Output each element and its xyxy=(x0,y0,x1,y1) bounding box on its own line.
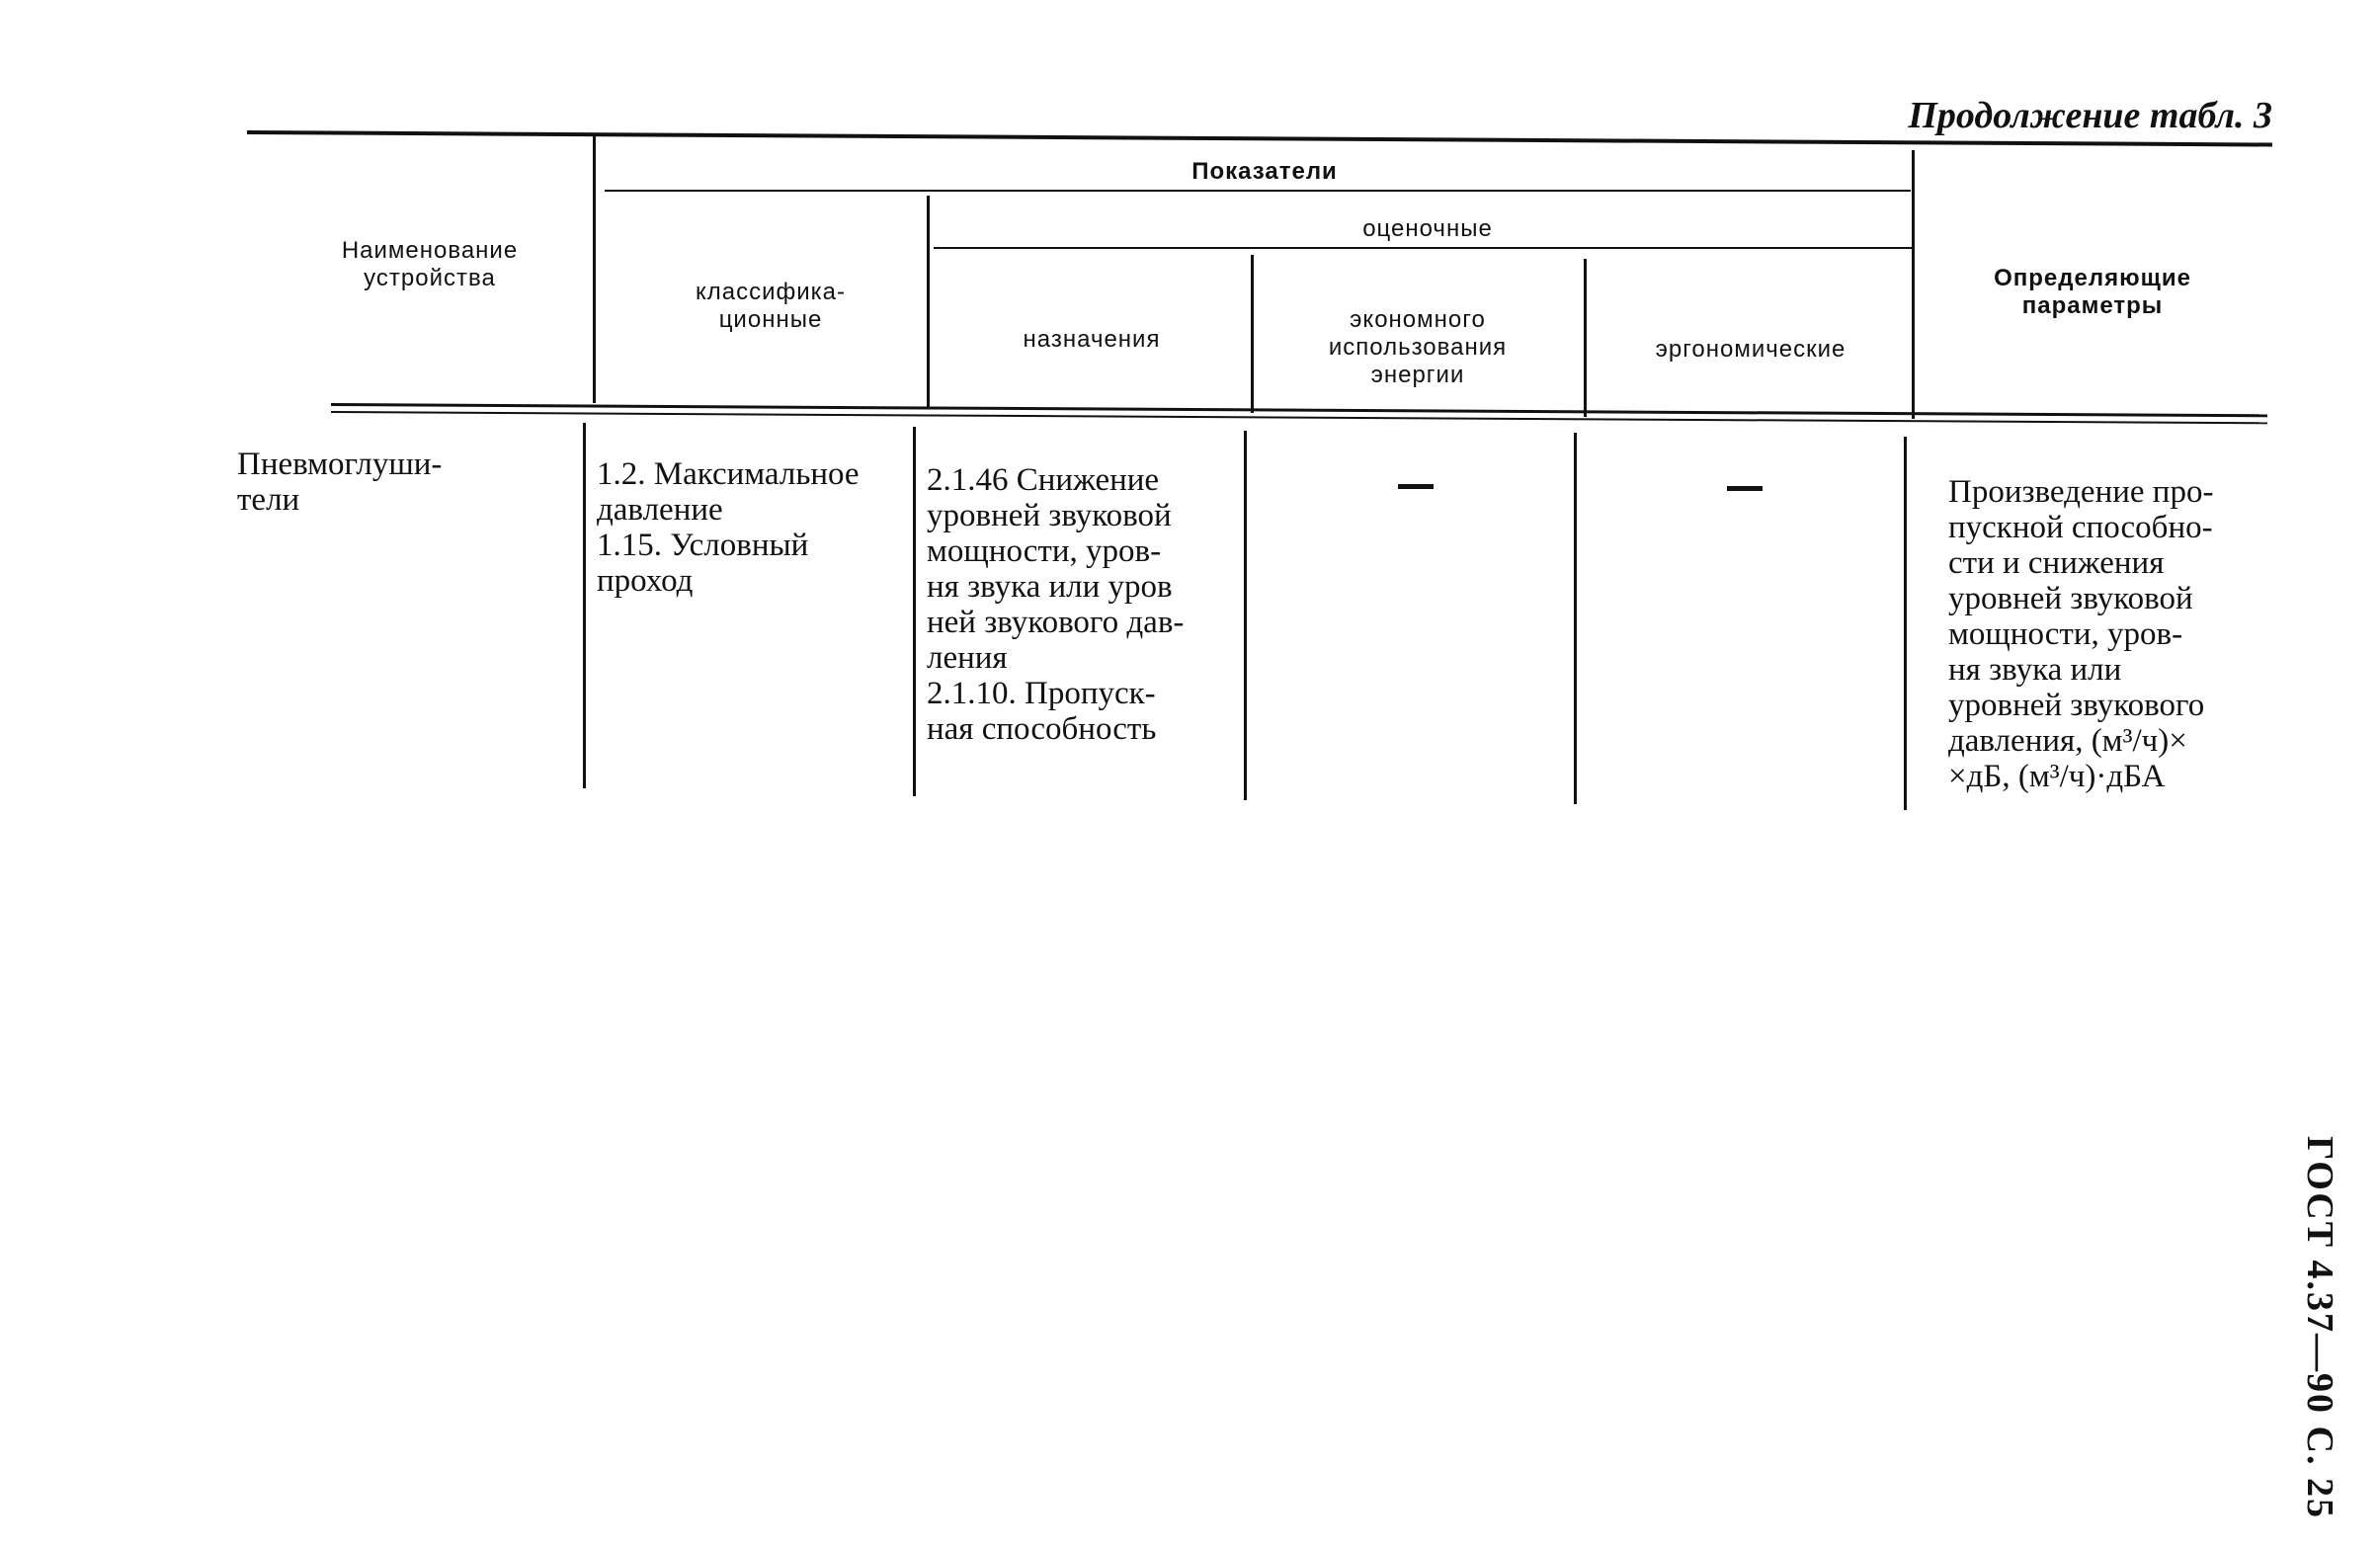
cell-ergonomic-dash xyxy=(1727,486,1763,491)
purpose-text: 2.1.46 Снижение уровней звуковой мощности, уров- ня звука или уров ней звукового дав- ления 2.1.10. Пропуск- ная способность xyxy=(927,462,1185,747)
table-continuation-caption: Продолжение табл. 3 xyxy=(1908,95,2272,136)
document-page-label: ГОСТ 4.37—90 С. 25 xyxy=(2299,1136,2340,1519)
header-defining-parameters: Определяющие параметры xyxy=(1994,265,2191,319)
header-evaluative: оценочные xyxy=(1362,215,1493,242)
col-divider-3-header xyxy=(1251,255,1254,413)
header-bottom-rule xyxy=(331,403,2267,417)
col-divider-4-body xyxy=(1574,433,1577,804)
header-purpose: назначения xyxy=(1023,326,1161,353)
device-name-text: Пневмоглуши- тели xyxy=(237,447,443,518)
col-divider-1-body xyxy=(583,423,586,788)
defining-parameters-text: Произведение про- пускной способно- сти и снижения уровней звуковой мощности, уров- ня звука или уровней звукового давления, (м³/ч)× ×дБ, (м³/ч)·дБА xyxy=(1948,474,2214,794)
header-device-name: Наименование устройства xyxy=(341,237,519,291)
col-divider-1-header xyxy=(593,136,596,403)
cell-energy-dash xyxy=(1398,484,1434,489)
header-ergonomic: эргономические xyxy=(1655,336,1847,363)
col-divider-5-header xyxy=(1912,150,1915,419)
cell-classification xyxy=(597,456,923,599)
cell-purpose xyxy=(927,462,1253,747)
cell-defining-parameters xyxy=(1948,474,2274,794)
classification-text: 1.2. Максимальное давление 1.15. Условный проход xyxy=(597,456,860,599)
col-divider-4-header xyxy=(1584,259,1587,417)
header-classification: классифика- ционные xyxy=(695,279,847,333)
header-indicators: Показатели xyxy=(1191,158,1338,185)
header-energy: экономного использования энергии xyxy=(1328,306,1508,388)
col-divider-5-body xyxy=(1904,437,1907,810)
indicators-underline xyxy=(605,190,1911,192)
col-divider-2-header xyxy=(927,196,930,407)
evaluative-underline xyxy=(934,247,1912,249)
cell-device-name xyxy=(237,447,573,518)
